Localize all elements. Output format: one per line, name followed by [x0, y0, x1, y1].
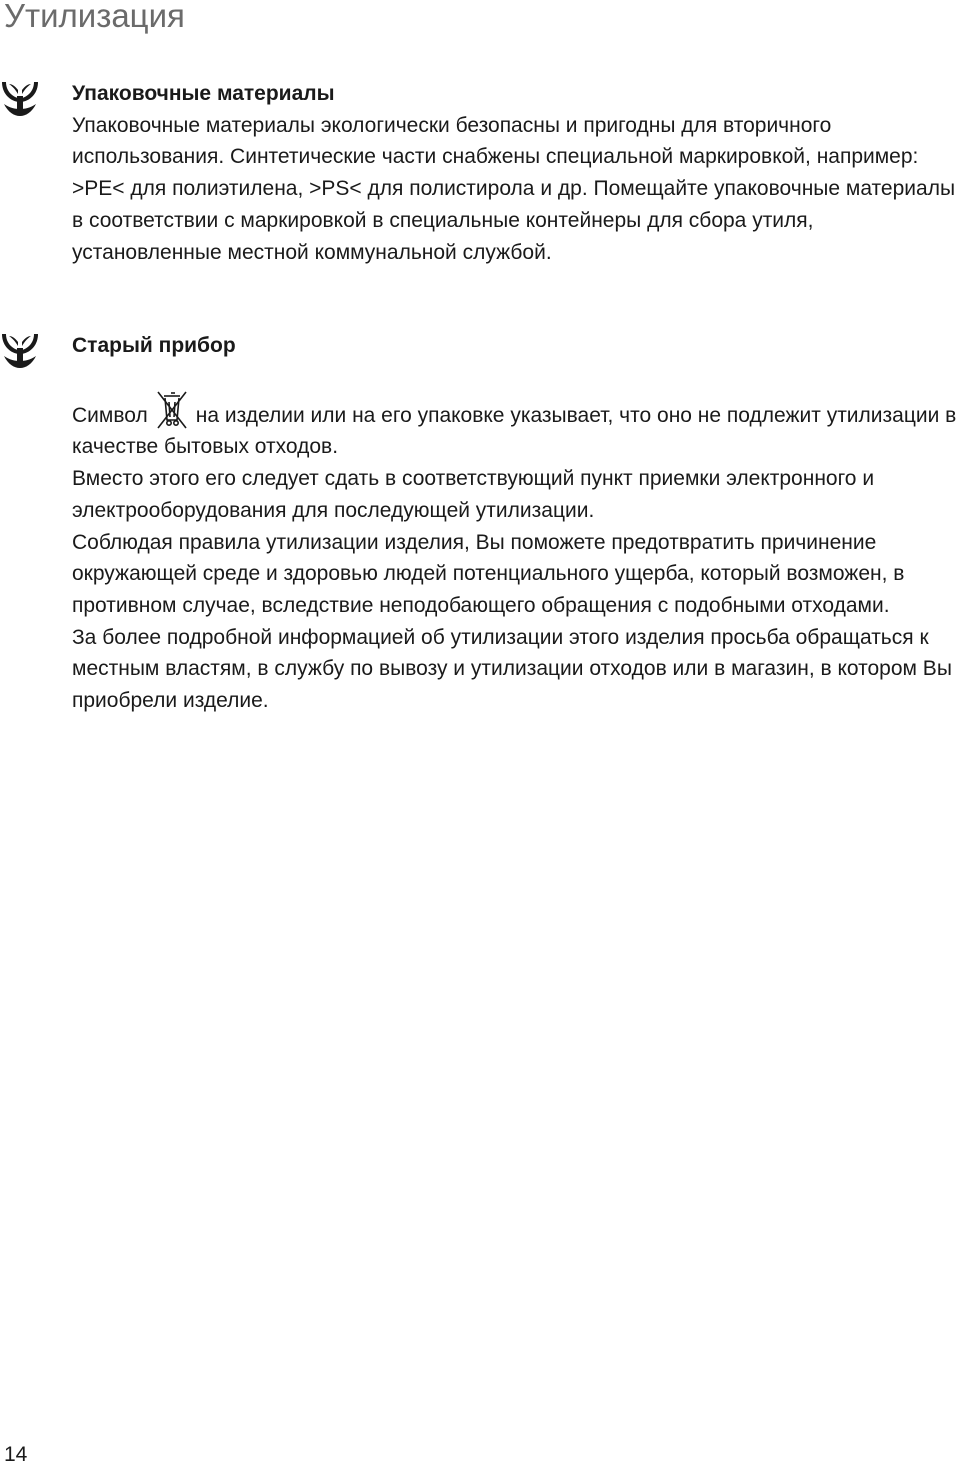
packaging-body: [72, 78, 958, 268]
recycle-flower-icon: [0, 78, 40, 118]
recycle-flower-icon: [0, 330, 40, 370]
symbol-prefix: Символ: [72, 403, 148, 427]
crossed-out-wheelie-bin-icon: [154, 390, 190, 430]
page-title: Утилизация: [4, 0, 185, 34]
packaging-paragraph: Упаковочные материалы экологически безопасны и пригодны для вторичного использования. Синтетические части снабжены специальной маркировкой, например: >PE< для полиэтилена, >PS< для полистирола и др. Помещайте упаковочные материалы в соответствии с маркировкой в специальные контейнеры для сбора утиля, установленные местной коммунальной службой.: [72, 113, 956, 264]
old-appliance-paragraph-3: За более подробной информацией об утилизации этого изделия просьба обращаться к местным властям, в службу по вывозу и утилизации отходов или в магазин, в котором Вы приобрели изделие.: [72, 625, 952, 713]
page-number: 14: [4, 1443, 28, 1466]
old-appliance-paragraph-1: Вместо этого его следует сдать в соответствующий пункт приемки электронного и электрооборудования для последующей утилизации.: [72, 467, 875, 522]
packaging-heading: Упаковочные материалы: [72, 82, 335, 105]
old-appliance-heading: Старый прибор: [72, 334, 236, 357]
old-appliance-paragraph-2: Соблюдая правила утилизации изделия, Вы поможете предотвратить причинение окружающей среде и здоровью людей потенциального ущерба, который возможен, в противном случае, вследствие неподобающего обращения с подобными отходами.: [72, 530, 905, 617]
symbol-paragraph: [72, 390, 958, 463]
old-appliance-body: [72, 330, 958, 717]
symbol-suffix: на изделии или на его упаковке указывает, что оно не подлежит утилизации в качестве бытовых отходов.: [72, 403, 957, 459]
